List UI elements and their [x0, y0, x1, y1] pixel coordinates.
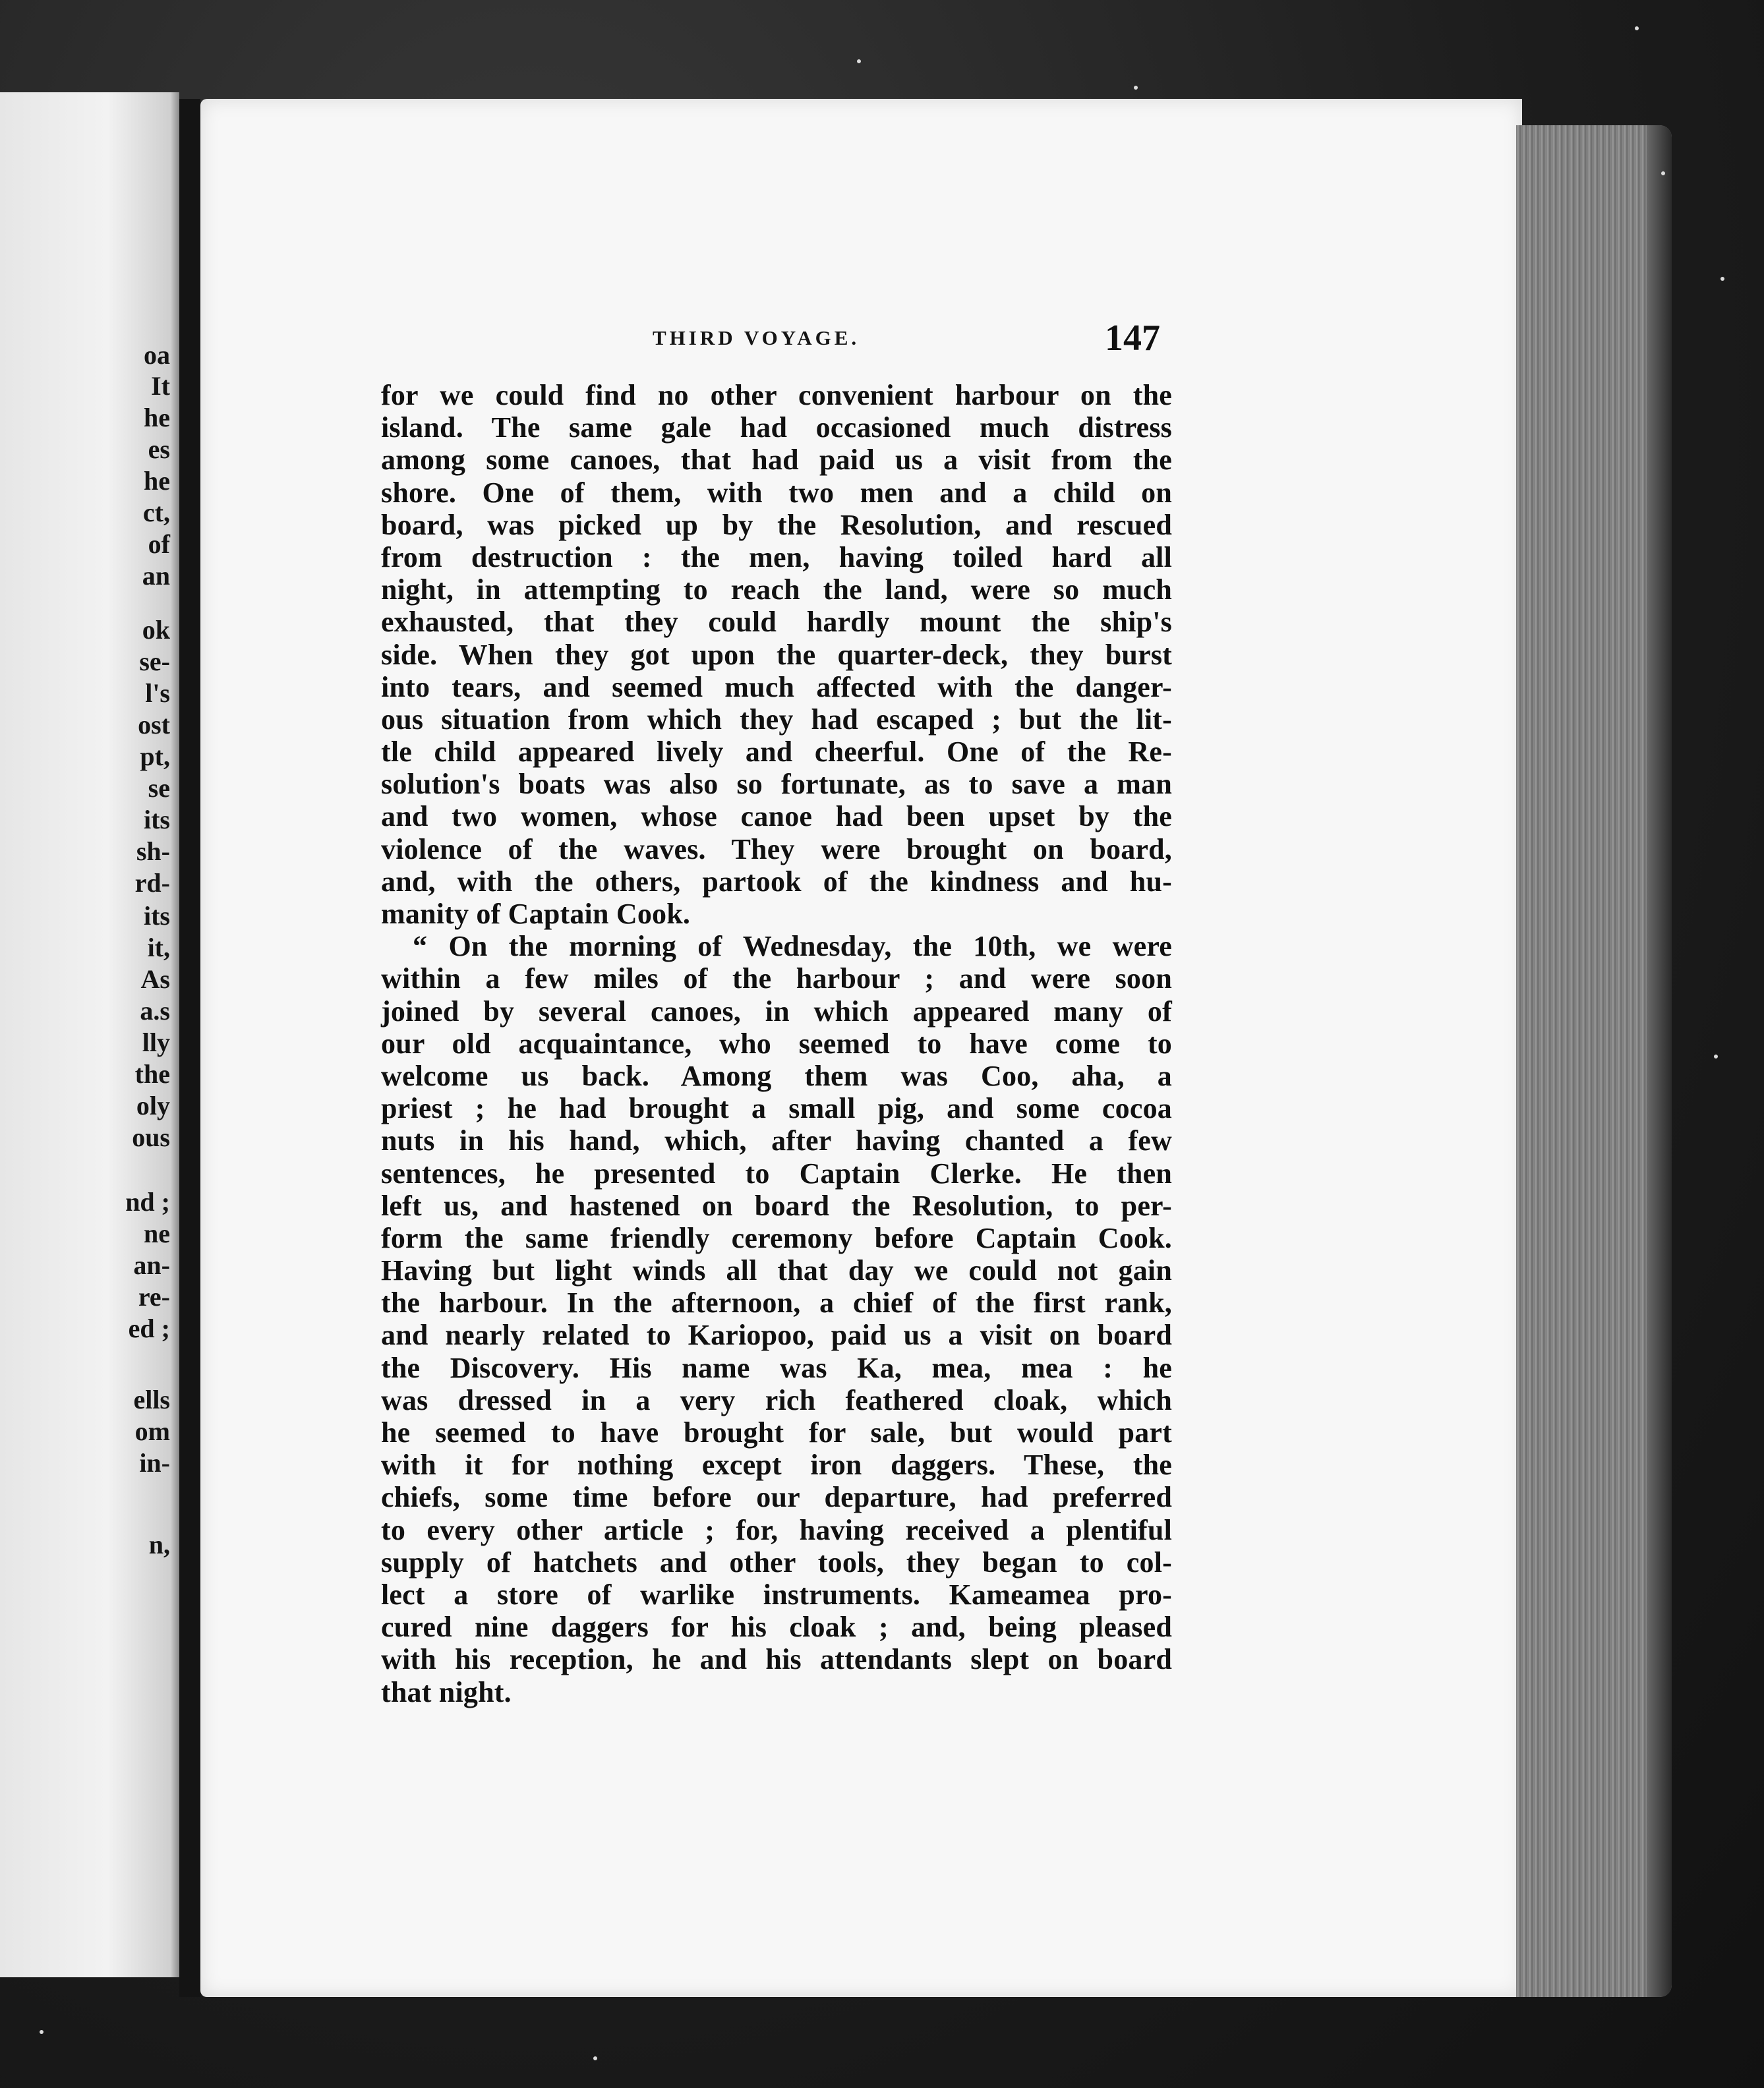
- text-line: with it for nothing except iron daggers. These, the: [381, 1449, 1172, 1482]
- text-line: within a few miles of the harbour ; and were soon: [381, 962, 1172, 995]
- text-line: sentences, he presented to Captain Clerke. He then: [381, 1157, 1172, 1190]
- text-line: shore. One of them, with two men and a child on: [381, 476, 1172, 509]
- facing-page-text-fragment: rd-: [134, 868, 170, 898]
- text-line: ous situation from which they had escaped ; but the lit-: [381, 703, 1172, 736]
- facing-page-text-fragment: es: [148, 434, 170, 464]
- facing-page-text-fragment: se-: [139, 647, 170, 676]
- facing-page-text-fragment: pt,: [140, 741, 170, 771]
- text-line: he seemed to have brought for sale, but would part: [381, 1416, 1172, 1449]
- text-line: chiefs, some time before our departure, had preferred: [381, 1481, 1172, 1514]
- facing-page-text-fragment: in-: [139, 1448, 170, 1478]
- text-line: violence of the waves. They were brought on board,: [381, 832, 1172, 865]
- text-line: and nearly related to Kariopoo, paid us a visit on board: [381, 1319, 1172, 1352]
- facing-page-text-fragment: an-: [133, 1250, 170, 1280]
- scan-speck: [1720, 277, 1724, 281]
- facing-page-text-fragment: ok: [142, 615, 170, 645]
- text-line: to every other article ; for, having received a plentiful: [381, 1513, 1172, 1546]
- text-line: among some canoes, that had paid us a visit from the: [381, 444, 1172, 477]
- facing-page-text-fragment: ed ;: [128, 1314, 170, 1343]
- facing-page-text-fragment: nd ;: [125, 1187, 170, 1217]
- scan-speck: [593, 2056, 597, 2060]
- text-line: night, in attempting to reach the land, were so much: [381, 573, 1172, 606]
- text-line: was dressed in a very rich feathered cloak, which: [381, 1383, 1172, 1416]
- page-number: 147: [1105, 318, 1160, 359]
- facing-page-text-fragment: re-: [138, 1282, 170, 1312]
- scan-speck: [40, 2030, 44, 2034]
- text-line: side. When they got upon the quarter-deck, they burst: [381, 638, 1172, 671]
- facing-page-text-fragment: ct,: [142, 498, 170, 527]
- text-line: the Discovery. His name was Ka, mea, mea : he: [381, 1351, 1172, 1384]
- text-line: from destruction : the men, having toiled hard all: [381, 540, 1172, 573]
- text-line: that night.: [381, 1675, 512, 1708]
- facing-page-text-fragment: its: [144, 901, 170, 931]
- text-line: solution's boats was also so fortunate, as to save a man: [381, 768, 1172, 801]
- facing-page-text-fragment: se: [148, 773, 170, 803]
- text-line: lect a store of warlike instruments. Kameamea pro-: [381, 1578, 1172, 1611]
- text-line: and two women, whose canoe had been upset by the: [381, 800, 1172, 833]
- text-line: priest ; he had brought a small pig, and some cocoa: [381, 1092, 1172, 1125]
- facing-page-text-fragment: ost: [138, 710, 170, 740]
- text-line: with his reception, he and his attendants slept on board: [381, 1643, 1172, 1676]
- facing-page-text-fragment: oa: [144, 340, 170, 370]
- facing-page-text-fragment: a.s: [140, 996, 170, 1026]
- text-line: manity of Captain Cook.: [381, 898, 691, 930]
- text-line: for we could find no other convenient harbour on the: [381, 379, 1172, 411]
- facing-page-text-fragment: ne: [144, 1219, 170, 1248]
- facing-page-text-fragment: an: [142, 561, 170, 591]
- facing-page-text-fragment: ells: [133, 1385, 170, 1414]
- text-line: island. The same gale had occasioned much distress: [381, 411, 1172, 444]
- scan-speck: [1134, 86, 1138, 90]
- facing-page-text-fragment: of: [148, 529, 170, 559]
- facing-page-text-fragment: its: [144, 805, 170, 834]
- text-line: into tears, and seemed much affected with the danger-: [381, 670, 1172, 703]
- text-line: form the same friendly ceremony before Captain Cook.: [381, 1221, 1172, 1254]
- text-line: cured nine daggers for his cloak ; and, being pleased: [381, 1611, 1172, 1644]
- text-line: “ On the morning of Wednesday, the 10th, we were: [413, 930, 1172, 963]
- facing-page-text-fragment: om: [134, 1416, 170, 1446]
- page-header: [653, 318, 1180, 366]
- text-line: board, was picked up by the Resolution, and rescued: [381, 508, 1172, 541]
- text-line: supply of hatchets and other tools, they began to col-: [381, 1546, 1172, 1579]
- text-line: our old acquaintance, who seemed to have come to: [381, 1027, 1172, 1060]
- scan-speck: [1714, 1055, 1718, 1058]
- body-text: [381, 379, 1172, 1708]
- facing-page-text-fragment: sh-: [136, 836, 170, 866]
- text-line: tle child appeared lively and cheerful. One of the Re-: [381, 736, 1172, 768]
- scan-speck: [857, 59, 861, 63]
- text-line: Having but light winds all that day we could not gain: [381, 1254, 1172, 1287]
- text-line: welcome us back. Among them was Coo, aha, a: [381, 1059, 1172, 1092]
- facing-page-text-fragment: he: [144, 466, 170, 496]
- facing-page-text-fragment: oly: [136, 1091, 170, 1120]
- facing-page-text-fragment: As: [140, 964, 170, 994]
- facing-page-text-fragment: n,: [148, 1530, 170, 1559]
- facing-page-text-fragment: ous: [132, 1122, 170, 1152]
- text-line: joined by several canoes, in which appeared many of: [381, 995, 1172, 1028]
- text-line: and, with the others, partook of the kindness and hu-: [381, 865, 1172, 898]
- text-line: the harbour. In the afternoon, a chief of the first rank,: [381, 1287, 1172, 1320]
- text-line: exhausted, that they could hardly mount the ship's: [381, 606, 1172, 639]
- text-line: nuts in his hand, which, after having chanted a few: [381, 1124, 1172, 1157]
- book-gutter: [179, 99, 200, 1997]
- facing-page-text-fragment: it,: [147, 933, 170, 962]
- facing-page-text-fragment: he: [144, 403, 170, 432]
- page-edges: [1516, 125, 1672, 1997]
- scan-speck: [1635, 26, 1639, 30]
- facing-page-fragment: [0, 92, 179, 1977]
- text-line: left us, and hastened on board the Resolution, to per-: [381, 1189, 1172, 1222]
- facing-page-text-fragment: lly: [142, 1028, 170, 1057]
- facing-page-text-fragment: the: [134, 1059, 170, 1089]
- scan-speck: [1661, 171, 1665, 175]
- facing-page-text-fragment: l's: [145, 678, 170, 708]
- facing-page-text-fragment: It: [151, 371, 170, 401]
- running-head: THIRD VOYAGE.: [653, 326, 860, 349]
